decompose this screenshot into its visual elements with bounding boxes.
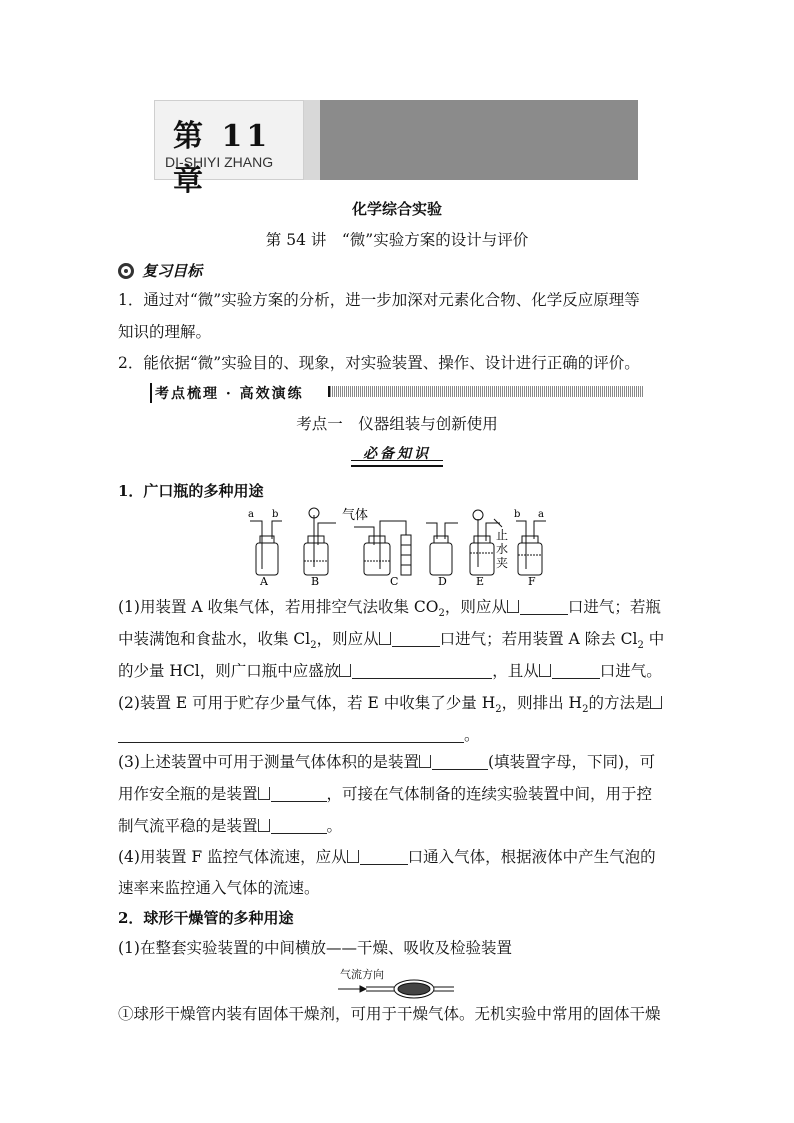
s2-p1: (1)在整套实验装置的中间横放——干燥、吸收及检验装置 xyxy=(118,939,512,957)
bottle-c xyxy=(354,521,411,575)
flow-arrowhead xyxy=(360,986,366,992)
fig-label-c: C xyxy=(390,575,399,587)
banner-dark-panel xyxy=(320,100,638,180)
s1-heading: 1．广口瓶的多种用途 xyxy=(118,482,264,500)
q3-text-d: ，可接在气体制备的连续实验装置中间，用于控 xyxy=(326,785,653,803)
sub-2: 2 xyxy=(637,640,644,652)
q2-text-d: 。 xyxy=(464,726,480,744)
q1-text-d: 中装满饱和食盐水，收集 Cl xyxy=(118,630,311,648)
sub-2: 2 xyxy=(438,608,445,620)
answer-icon xyxy=(507,600,519,613)
sub-2: 2 xyxy=(310,640,317,652)
fig-label-e: E xyxy=(476,575,485,587)
banner-stripe xyxy=(304,100,320,180)
section-bar xyxy=(150,383,644,401)
label-a-right: a xyxy=(538,509,544,520)
q4-line1 xyxy=(118,841,656,873)
answer-icon xyxy=(347,850,359,863)
answer-blank[interactable] xyxy=(360,846,408,865)
q1-text-h: 的少量 HCl，则广口瓶中应盛放 xyxy=(118,662,340,680)
answer-blank[interactable] xyxy=(118,724,464,743)
q3-line3 xyxy=(118,810,342,842)
unit-title: 化学综合实验 xyxy=(351,200,442,218)
label-a-left: a xyxy=(248,509,254,520)
answer-blank[interactable] xyxy=(271,815,327,834)
review-item-1-line1: 1．通过对“微”实验方案的分析，进一步加深对元素化合物、化学反应原理等 xyxy=(118,291,640,309)
q4-text-b: 口通入气体，根据液体中产生气泡的 xyxy=(407,848,656,866)
q2-text-a: (2)装置 E 可用于贮存少量气体，若 E 中收集了少量 H xyxy=(118,694,496,712)
answer-icon xyxy=(258,819,270,832)
bottle-a xyxy=(250,521,282,575)
section-bar-label: 考点梳理 · 高效演练 xyxy=(150,383,308,403)
answer-blank[interactable] xyxy=(432,751,488,770)
q1-text-f: 口进气；若用装置 A 除去 Cl xyxy=(439,630,638,648)
bottle-f xyxy=(516,521,546,575)
q1-line3 xyxy=(118,655,662,687)
bottle-d xyxy=(426,523,458,575)
chapter-number: 第 11 章 xyxy=(173,119,272,198)
banner-left-panel xyxy=(154,100,304,198)
q4-text-a: (4)用装置 F 监控气体流速，应从 xyxy=(118,848,347,866)
answer-blank[interactable] xyxy=(392,628,440,647)
fig-label-f: F xyxy=(528,575,536,587)
answer-icon xyxy=(258,787,270,800)
answer-icon xyxy=(379,632,391,645)
chapter-pinyin: DI-SHIYI ZHANG xyxy=(165,154,274,170)
answer-icon xyxy=(339,664,351,677)
q3-text-e: 制气流平稳的是装置 xyxy=(118,817,258,835)
lecture-title: 第 54 讲 “微”实验方案的设计与评价 xyxy=(265,231,529,249)
sub-2: 2 xyxy=(582,704,589,716)
section-bar-hatch xyxy=(328,386,644,397)
fig-label-a: A xyxy=(260,575,268,587)
q3-text-f: 。 xyxy=(326,817,343,835)
target-icon xyxy=(118,263,134,279)
bottle-b xyxy=(304,508,336,575)
q3-line2 xyxy=(118,778,652,810)
must-know-text: 必备知识 xyxy=(363,446,431,462)
q3-text-b: (填装置字母，下同)，可 xyxy=(487,753,656,771)
q2-text-c: 的方法是 xyxy=(588,694,651,712)
s2-p2: ①球形干燥管内装有固体干燥剂，可用于干燥气体。无机实验中常用的固体干燥 xyxy=(118,1005,661,1023)
gas-label: 气体 xyxy=(342,508,369,523)
must-know-label xyxy=(351,443,443,467)
desiccant-fill xyxy=(398,983,430,995)
sub-2: 2 xyxy=(495,704,502,716)
label-b-left: b xyxy=(272,509,279,520)
topic-title: 考点一 仪器组装与创新使用 xyxy=(296,415,498,433)
s2-heading: 2．球形干燥管的多种用途 xyxy=(118,909,294,927)
answer-icon xyxy=(650,696,662,709)
clamp-label-3: 夹 xyxy=(496,556,509,570)
q1-text-i: ，且从 xyxy=(492,662,539,680)
must-know-underline xyxy=(351,460,443,467)
answer-blank[interactable] xyxy=(552,660,600,679)
review-item-2: 2．能依据“微”实验目的、现象，对实验装置、操作、设计进行正确的评价。 xyxy=(118,354,640,372)
review-item-1-line2: 知识的理解。 xyxy=(118,323,212,341)
review-heading xyxy=(118,260,202,281)
q3-text-a: (3)上述装置中可用于测量气体体积的是装置 xyxy=(118,753,419,771)
q1-text-c: 口进气；若瓶 xyxy=(567,598,661,616)
chapter-banner xyxy=(154,100,638,198)
q3-text-c: 用作安全瓶的是装置 xyxy=(118,785,258,803)
flow-direction-label: 气流方向 xyxy=(340,968,384,981)
q1-text-a: (1)用装置 A 收集气体，若用排空气法收集 CO xyxy=(118,598,439,616)
answer-blank[interactable] xyxy=(352,660,492,679)
apparatus-figure xyxy=(238,505,558,587)
q3-line1 xyxy=(118,746,655,778)
fig-label-d: D xyxy=(438,575,447,587)
q1-text-b: ，则应从 xyxy=(444,598,507,616)
fig-label-b: B xyxy=(311,575,320,587)
clamp-label-2: 水 xyxy=(496,542,509,556)
clamp-label-1: 止 xyxy=(496,528,509,542)
review-heading-label: 复习目标 xyxy=(142,262,203,280)
answer-blank[interactable] xyxy=(520,596,568,615)
q4-line2: 速率来监控通入气体的流速。 xyxy=(118,879,320,897)
answer-blank[interactable] xyxy=(271,783,327,802)
drying-tube-figure xyxy=(336,978,456,1000)
q1-text-e: ，则应从 xyxy=(316,630,379,648)
answer-icon xyxy=(419,755,431,768)
q1-text-j: 口进气。 xyxy=(599,662,662,680)
q1-text-g: 中 xyxy=(643,630,665,648)
answer-icon xyxy=(539,664,551,677)
q2-text-b: ，则排出 H xyxy=(501,694,583,712)
label-b-right: b xyxy=(514,509,521,520)
